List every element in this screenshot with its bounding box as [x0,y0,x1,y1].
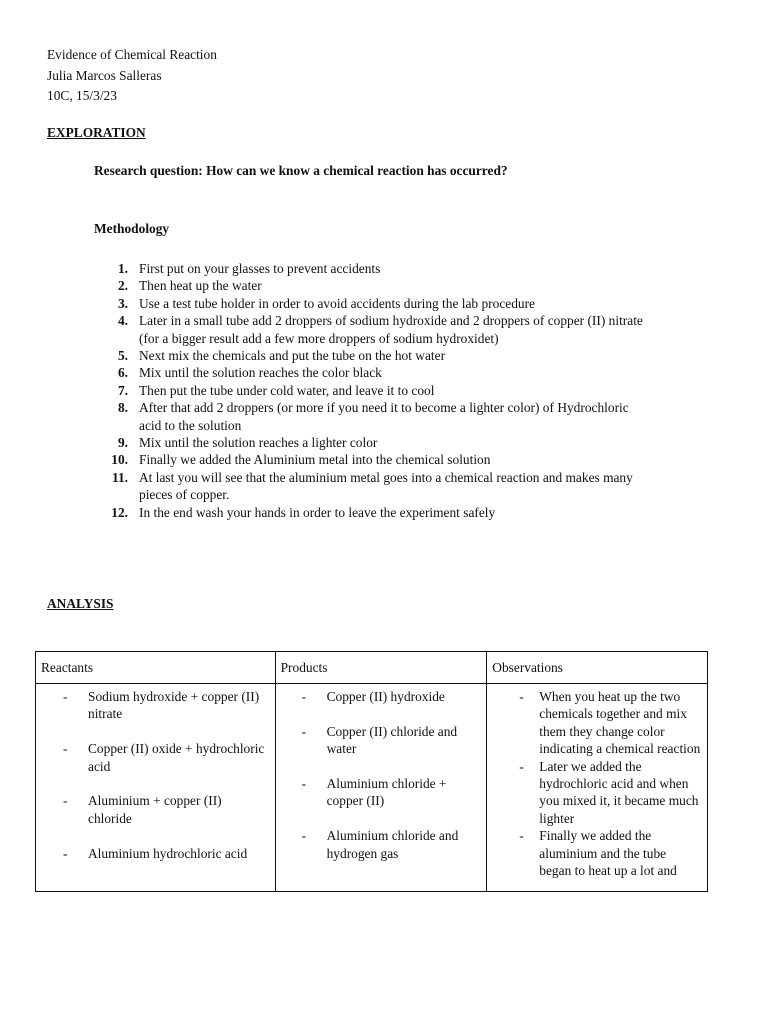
list-item [108,295,648,312]
document-title: Evidence of Chemical Reaction [47,47,217,62]
step-text: Later in a small tube add 2 droppers of sodium hydroxide and 2 droppers of copper (II) nitrate (for a bigger result add a few more droppers of sodium hydroxidet) [139,313,643,346]
author-name: Julia Marcos Salleras [47,67,162,83]
list-item: - Sodium hydroxide + copper (II) nitrate [42,688,269,723]
step-text: First put on your glasses to prevent accidents [139,261,381,276]
list-item [108,399,648,434]
step-text: Mix until the solution reaches a lighter color [139,435,378,451]
step-text: Finally we added the Aluminium metal into the chemical solution [139,452,491,468]
step-number: 2. [117,278,128,294]
list-item [108,469,648,504]
list-item [108,347,648,364]
list-item: - When you heat up the two chemicals together and mix them they change color indicating a chemical reaction [493,688,701,758]
step-number: 11. [112,469,128,485]
list-item: - Aluminium + copper (II) chloride [42,792,269,827]
column-header-products: Products [275,652,487,684]
list-item: - Copper (II) hydroxide [282,688,481,705]
analysis-table [35,651,708,892]
analysis-heading: ANALYSIS [47,596,114,611]
step-text: Use a test tube holder in order to avoid accidents during the lab procedure [139,295,536,311]
step-number: 5. [117,348,128,364]
step-text: Then put the tube under cold water, and leave it to cool [139,382,435,398]
step-number: 10. [111,452,128,468]
observations-cell [487,684,708,892]
document-header [47,45,217,107]
reactants-cell [36,684,276,892]
list-item [108,260,648,277]
step-number: 1. [117,261,128,276]
products-list [282,688,481,862]
list-item: - Aluminium chloride and hydrogen gas [282,827,481,862]
list-item: - Copper (II) chloride and water [282,723,481,758]
step-number: 4. [117,313,128,329]
step-text: Next mix the chemicals and put the tube on the hot water [139,348,446,364]
step-text: Then heat up the water [139,278,262,294]
list-item [108,312,648,347]
table-row [36,684,708,892]
reactants-list [42,688,269,862]
research-question: Research question: How can we know a chemical reaction has occurred? [94,163,508,178]
column-header-reactants: Reactants [36,652,276,684]
step-number: 6. [117,365,128,381]
methodology-steps [108,260,648,521]
step-number: 8. [117,400,128,416]
class-and-date: 10C, 15/3/23 [47,88,117,103]
list-item [108,382,648,399]
table-header-row [36,652,708,684]
list-item: - Aluminium hydrochloric acid [42,845,269,862]
step-number: 7. [117,382,128,398]
list-item [108,364,648,381]
list-item [108,434,648,451]
step-number: 12. [111,504,128,520]
step-number: 9. [117,435,128,451]
list-item [108,451,648,468]
step-text: After that add 2 droppers (or more if you need it to become a lighter color) of Hydrochloric acid to the solution [139,400,629,433]
exploration-heading: EXPLORATION [47,125,146,140]
step-text: Mix until the solution reaches the color black [139,365,382,381]
list-item: - Finally we added the aluminium and the tube began to heat up a lot and [493,827,701,879]
list-item: - Aluminium chloride + copper (II) [282,775,481,810]
methodology-heading: Methodology [94,221,170,236]
column-header-observations: Observations [487,652,708,684]
step-text: At last you will see that the aluminium metal goes into a chemical reaction and makes many pieces of copper. [139,469,633,503]
list-item [108,277,648,294]
list-item: - Copper (II) oxide + hydrochloric acid [42,740,269,775]
list-item: - Later we added the hydrochloric acid and when you mixed it, it became much lighter [493,758,701,828]
observations-list [493,688,701,879]
products-cell [275,684,487,892]
step-text: In the end wash your hands in order to leave the experiment safely [139,504,496,520]
step-number: 3. [117,295,128,311]
list-item [108,504,648,521]
